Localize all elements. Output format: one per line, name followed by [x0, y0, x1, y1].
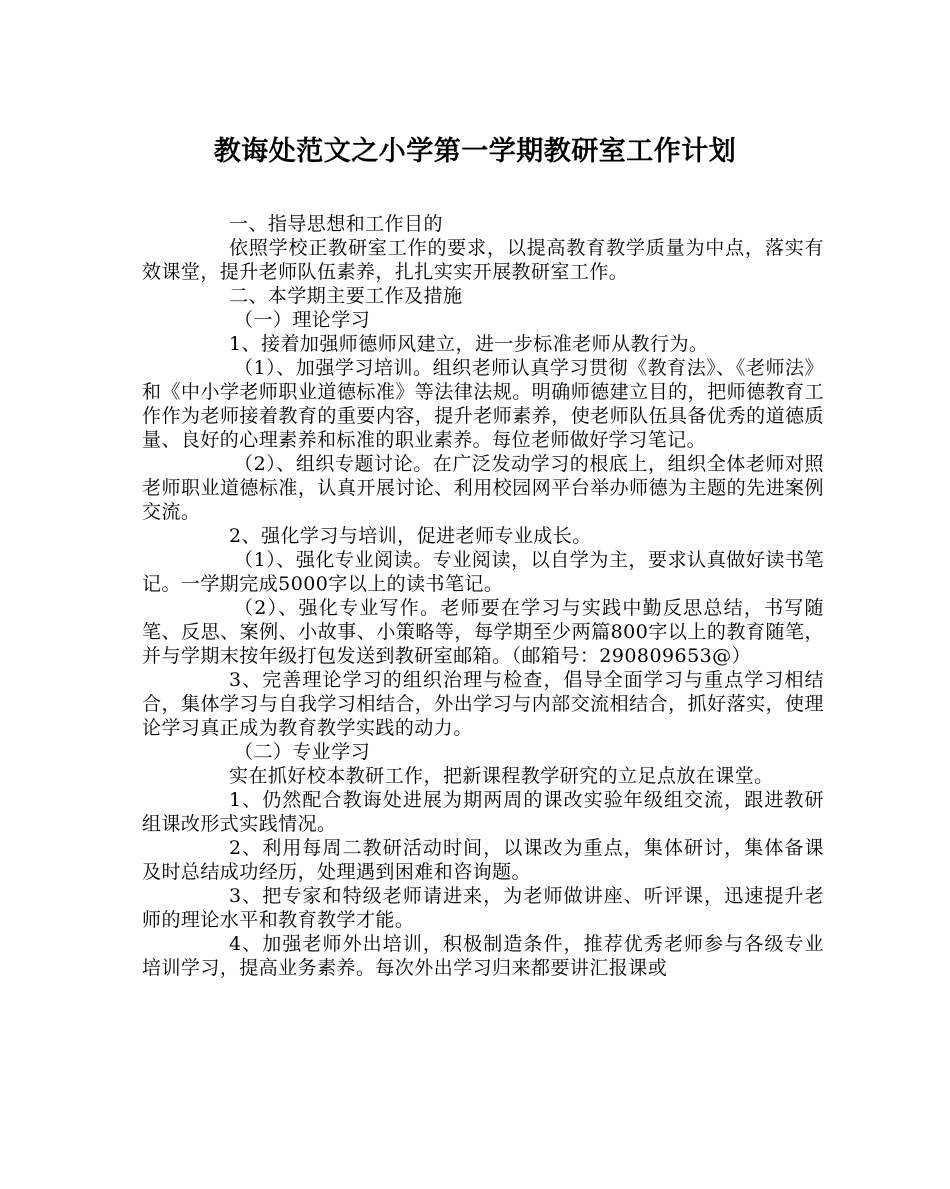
subsection-heading: （一）理论学习: [234, 309, 371, 331]
paragraph: （2）、组织专题讨论。在广泛发动学习的根底上，组织全体老师对照老师职业道德标准，认真开展讨论、利用校园网平台举办师德为主题的先进案例交流。: [142, 453, 824, 523]
document-body: [142, 212, 824, 980]
paragraph: （1）、加强学习培训。组织老师认真学习贯彻《教育法》、《老师法》和《中小学老师职业道德标准》等法律法规。明确师德建立目的，把师德教育工作作为老师接着教育的重要内容，提升老师素养，使老师队伍具备优秀的道德质量、良好的心理素养和标准的职业素养。每位老师做好学习笔记。: [142, 357, 824, 451]
section-heading: 一、指导思想和工作目的: [229, 213, 443, 235]
paragraph: 依照学校正教研室工作的要求，以提高教育教学质量为中点，落实有效课堂，提升老师队伍素养，扎扎实实开展教研室工作。: [142, 237, 824, 283]
paragraph: 1、仍然配合教诲处进展为期两周的课改实验年级组交流，跟进教研组课改形式实践情况。: [142, 789, 824, 835]
paragraph: 2、利用每周二教研活动时间，以课改为重点，集体研讨，集体备课及时总结成功经历，处理遇到困难和咨询题。: [142, 837, 824, 883]
paragraph: 2、强化学习与培训，促进老师专业成长。: [229, 525, 592, 547]
paragraph: 1、接着加强师德师风建立，进一步标准老师从教行为。: [229, 333, 709, 355]
paragraph: 3、把专家和特级老师请进来，为老师做讲座、听评课，迅速提升老师的理论水平和教育教学才能。: [142, 885, 824, 931]
paragraph: 实在抓好校本教研工作，把新课程教学研究的立足点放在课堂。: [229, 765, 774, 787]
paragraph: 4、加强老师外出培训，积极制造条件，推荐优秀老师参与各级专业培训学习，提高业务素养。每次外出学习归来都要讲汇报课或: [142, 933, 824, 979]
subsection-heading: （二）专业学习: [234, 741, 371, 763]
document-title: 教诲处范文之小学第一学期教研室工作计划: [213, 136, 737, 167]
section-heading: 二、本学期主要工作及措施: [229, 285, 463, 307]
paragraph: （2）、强化专业写作。老师要在学习与实践中勤反思总结，书写随笔、反思、案例、小故事、小策略等，每学期至少两篇800字以上的教育随笔，并与学期末按年级打包发送到教研室邮箱。（邮箱号：290809653@）: [142, 597, 824, 667]
paragraph: 3、完善理论学习的组织治理与检查，倡导全面学习与重点学习相结合，集体学习与自我学习相结合，外出学习与内部交流相结合，抓好落实，使理论学习真正成为教育教学实践的动力。: [142, 669, 824, 739]
paragraph: （1）、强化专业阅读。专业阅读，以自学为主，要求认真做好读书笔记。一学期完成5000字以上的读书笔记。: [142, 549, 824, 595]
